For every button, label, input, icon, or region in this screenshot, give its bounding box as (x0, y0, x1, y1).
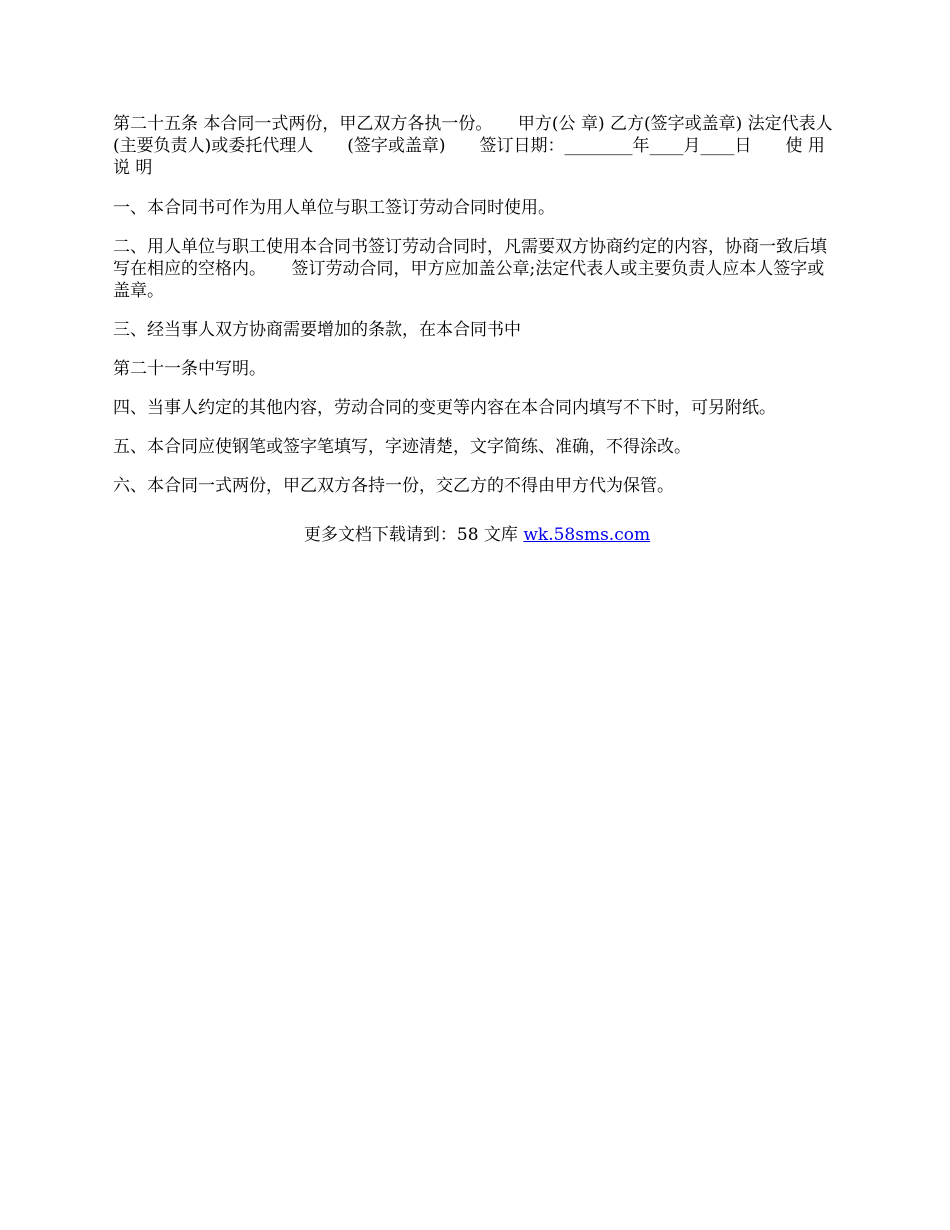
footer-link[interactable]: wk.58sms.com (523, 525, 651, 545)
paragraph-instruction-3: 三、经当事人双方协商需要增加的条款，在本合同书中 (113, 320, 521, 340)
paragraph-signature-block: 第二十五条 本合同一式两份，甲乙双方各执一份。 甲方(公 章) 乙方(签字或盖章) 法定代表人(主要负责人)或委托代理人 (签字或盖章) 签订日期：________年____月____日 使 用 说 明 (113, 114, 833, 178)
paragraph-instruction-3-continued: 第二十一条中写明。 (113, 359, 266, 379)
paragraph-instruction-5: 五、本合同应使钢笔或签字笔填写，字迹清楚，文字简练、准确，不得涂改。 (113, 437, 691, 457)
footer-text: 更多文档下载请到：58 文库 (303, 525, 524, 545)
download-footer (113, 524, 841, 546)
document-body (113, 113, 841, 514)
paragraph-instruction-2: 二、用人单位与职工使用本合同书签订劳动合同时，凡需要双方协商约定的内容，协商一致后填写在相应的空格内。 签订劳动合同，甲方应加盖公章;法定代表人或主要负责人应本人签字或盖章。 (113, 237, 827, 301)
paragraph-instruction-1: 一、本合同书可作为用人单位与职工签订劳动合同时使用。 (113, 198, 555, 218)
paragraph-instruction-6: 六、本合同一式两份，甲乙双方各持一份，交乙方的不得由甲方代为保管。 (113, 476, 674, 496)
paragraph-instruction-4: 四、当事人约定的其他内容，劳动合同的变更等内容在本合同内填写不下时，可另附纸。 (113, 398, 776, 418)
